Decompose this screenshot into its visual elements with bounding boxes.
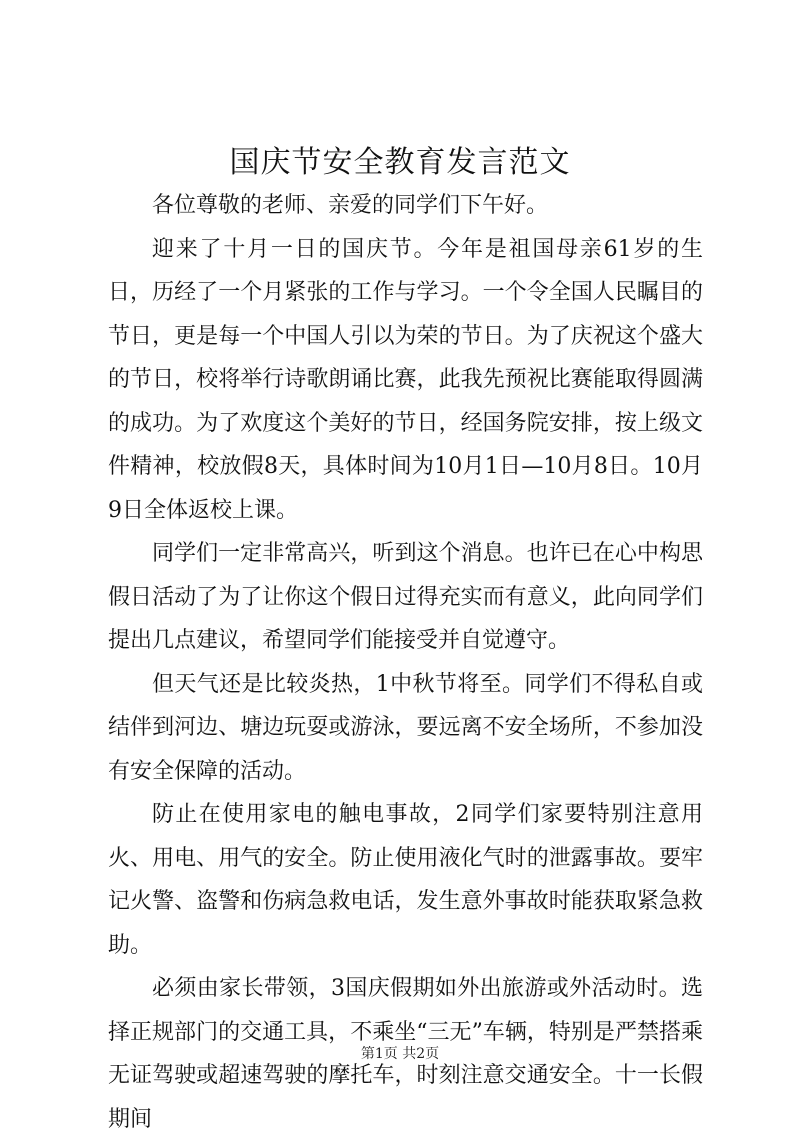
document-body <box>108 184 703 1141</box>
paragraph-greeting: 各位尊敬的老师、亲爱的同学们下午好。 <box>152 193 549 218</box>
document-title: 国庆节安全教育发言范文 <box>229 145 571 180</box>
paragraph-water-safety: 但天气还是比较炎热，1中秋节将至。同学们不得私自或结伴到河边、塘边玩耍或游泳，要远离不安全场所，不参加没有安全保障的活动。 <box>108 671 703 784</box>
paragraph-home-safety: 防止在使用家电的触电事故，2同学们家要特别注意用火、用电、用气的安全。防止使用液化气时的泄露事故。要牢记火警、盗警和伤病急救电话，发生意外事故时能获取紧急救助。 <box>108 802 703 958</box>
paragraph-holiday-announcement: 迎来了十月一日的国庆节。今年是祖国母亲61岁的生日，历经了一个月紧张的工作与学习。一个令全国人民瞩目的节日，更是每一个中国人引以为荣的节日。为了庆祝这个盛大的节日，校将举行诗歌朗诵比赛，此我先预祝比赛能取得圆满的成功。为了欢度这个美好的节日，经国务院安排，按上级文件精神，校放假8天，具体时间为10月1日—10月8日。10月9日全体返校上课。 <box>108 236 703 523</box>
paragraph-traffic-safety: 必须由家长带领，3国庆假期如外出旅游或外活动时。选择正规部门的交通工具，不乘坐“三无”车辆，特别是严禁搭乘无证驾驶或超速驾驶的摩托车，时刻注意交通安全。十一长假期间 <box>108 976 703 1132</box>
page-number-footer: 第1页 共2页 <box>360 1046 440 1062</box>
paragraph-suggestions-intro: 同学们一定非常高兴，听到这个消息。也许已在心中构思假日活动了为了让你这个假日过得充实而有意义，此向同学们提出几点建议，希望同学们能接受并自觉遵守。 <box>108 541 703 653</box>
